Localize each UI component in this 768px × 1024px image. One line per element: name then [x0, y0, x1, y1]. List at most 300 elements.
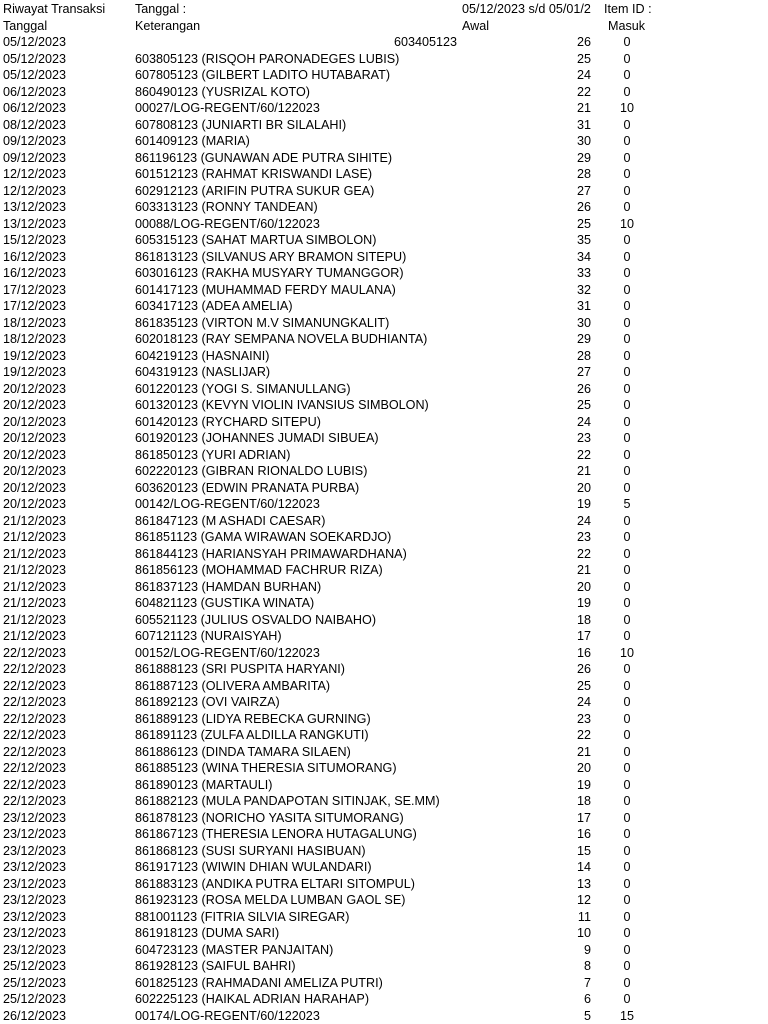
- row-date: 23/12/2023: [3, 926, 67, 940]
- table-row: [0, 282, 768, 299]
- row-date: 21/12/2023: [3, 530, 67, 544]
- row-description: 861835123 (VIRTON M.V SIMANUNGKALIT): [135, 315, 390, 330]
- row-incoming: 0: [623, 84, 631, 99]
- row-date: 22/12/2023: [3, 678, 67, 693]
- row-description: 601420123 (RYCHARD SITEPU): [135, 414, 321, 429]
- row-date: 08/12/2023: [3, 117, 67, 132]
- row-description: 601417123 (MUHAMMAD FERDY MAULANA): [135, 282, 396, 297]
- row-description: 00174/LOG-REGENT/60/122023: [135, 1008, 320, 1023]
- row-incoming: 10: [619, 216, 634, 231]
- row-incoming: 0: [623, 777, 631, 792]
- row-date: 19/12/2023: [3, 348, 67, 363]
- row-date: 06/12/2023: [3, 84, 67, 99]
- row-description: 603405123: [393, 35, 457, 49]
- row-initial: 22: [576, 728, 591, 742]
- table-row: [0, 150, 768, 167]
- row-initial: 20: [576, 480, 591, 495]
- row-date: 20/12/2023: [3, 398, 67, 412]
- row-initial: 24: [576, 695, 591, 709]
- row-date: 18/12/2023: [3, 332, 67, 346]
- row-incoming: 0: [623, 167, 631, 181]
- row-initial: 29: [576, 150, 591, 165]
- row-description: 601825123 (RAHMADANI AMELIZA PUTRI): [135, 975, 383, 990]
- row-initial: 7: [583, 975, 591, 990]
- row-initial: 29: [576, 332, 591, 346]
- row-initial: 25: [576, 678, 591, 693]
- row-description: 601409123 (MARIA): [135, 134, 250, 148]
- row-date: 22/12/2023: [3, 794, 67, 808]
- row-incoming: 0: [623, 431, 631, 445]
- row-initial: 34: [576, 249, 591, 264]
- row-description: 604723123 (MASTER PANJAITAN): [135, 942, 334, 957]
- row-incoming: 0: [623, 35, 631, 49]
- row-description: 861886123 (DINDA TAMARA SILAEN): [135, 744, 351, 759]
- row-initial: 6: [583, 992, 591, 1006]
- row-incoming: 0: [623, 876, 631, 891]
- row-initial: 32: [576, 282, 591, 297]
- row-initial: 9: [583, 942, 591, 957]
- row-incoming: 0: [623, 414, 631, 429]
- row-incoming: 0: [623, 183, 631, 198]
- table-row: [0, 298, 768, 315]
- row-date: 23/12/2023: [3, 843, 67, 858]
- row-description: 603805123 (RISQOH PARONADEGES LUBIS): [135, 51, 400, 66]
- table-row: [0, 199, 768, 216]
- table-row: [0, 777, 768, 794]
- row-incoming: 0: [623, 579, 631, 594]
- row-incoming: 0: [623, 810, 631, 825]
- row-description: 603620123 (EDWIN PRANATA PURBA): [135, 480, 360, 495]
- table-row: [0, 991, 768, 1008]
- row-incoming: 0: [623, 150, 631, 165]
- column-header-initial: Awal: [462, 18, 490, 33]
- table-row: [0, 232, 768, 249]
- row-initial: 33: [576, 266, 591, 280]
- row-incoming: 0: [623, 381, 631, 396]
- row-initial: 28: [576, 348, 591, 363]
- row-date: 20/12/2023: [3, 497, 67, 511]
- row-initial: 23: [576, 711, 591, 726]
- row-date: 13/12/2023: [3, 216, 67, 231]
- row-date: 23/12/2023: [3, 860, 67, 874]
- row-description: 605315123 (SAHAT MARTUA SIMBOLON): [135, 233, 377, 247]
- table-row: [0, 265, 768, 282]
- table-row: [0, 397, 768, 414]
- row-date: 20/12/2023: [3, 381, 67, 396]
- row-initial: 21: [576, 101, 591, 115]
- row-date: 26/12/2023: [3, 1008, 67, 1023]
- row-initial: 10: [576, 926, 591, 940]
- row-date: 20/12/2023: [3, 414, 67, 429]
- table-row: [0, 430, 768, 447]
- row-date: 15/12/2023: [3, 233, 67, 247]
- row-date: 09/12/2023: [3, 150, 67, 165]
- row-incoming: 0: [623, 315, 631, 330]
- row-incoming: 0: [623, 678, 631, 693]
- transaction-rows: [0, 51, 768, 1024]
- row-initial: 31: [576, 299, 591, 313]
- row-initial: 23: [576, 431, 591, 445]
- row-description: 861844123 (HARIANSYAH PRIMAWARDHANA): [135, 546, 407, 561]
- row-initial: 27: [576, 183, 591, 198]
- row-incoming: 0: [623, 249, 631, 264]
- row-description: 861878123 (NORICHO YASITA SITUMORANG): [135, 810, 404, 825]
- row-incoming: 0: [623, 365, 631, 379]
- row-description: 881001123 (FITRIA SILVIA SIREGAR): [135, 909, 350, 924]
- table-row: [0, 67, 768, 84]
- row-description: 602912123 (ARIFIN PUTRA SUKUR GEA): [135, 183, 375, 198]
- table-row: [0, 183, 768, 200]
- date-range-value: 05/12/2023 s/d 05/01/2: [462, 2, 591, 16]
- row-date: 09/12/2023: [3, 134, 67, 148]
- row-incoming: 0: [623, 992, 631, 1006]
- row-date: 13/12/2023: [3, 200, 67, 214]
- table-row: [0, 84, 768, 101]
- row-description: 861891123 (ZULFA ALDILLA RANGKUTI): [135, 728, 369, 742]
- row-date: 22/12/2023: [3, 728, 67, 742]
- row-incoming: 0: [623, 480, 631, 495]
- row-incoming: 0: [623, 282, 631, 297]
- table-row: [0, 529, 768, 546]
- table-row: [0, 133, 768, 150]
- row-date: 23/12/2023: [3, 876, 67, 891]
- row-initial: 18: [576, 612, 591, 627]
- row-date: 21/12/2023: [3, 513, 67, 528]
- row-incoming: 0: [623, 728, 631, 742]
- table-row: [0, 826, 768, 843]
- table-row: [0, 166, 768, 183]
- table-row: [0, 100, 768, 117]
- row-date: 12/12/2023: [3, 167, 67, 181]
- row-initial: 12: [576, 893, 591, 907]
- row-date: 16/12/2023: [3, 249, 67, 264]
- row-incoming: 0: [623, 530, 631, 544]
- row-initial: 24: [576, 414, 591, 429]
- row-initial: 21: [576, 464, 591, 478]
- row-initial: 26: [576, 381, 591, 396]
- row-date: 05/12/2023: [3, 35, 67, 49]
- item-id-label: Item ID :: [604, 2, 652, 16]
- table-row: [0, 942, 768, 959]
- row-incoming: 0: [623, 200, 631, 214]
- table-row: [0, 562, 768, 579]
- table-row: [0, 480, 768, 497]
- report-title: Riwayat Transaksi: [3, 2, 106, 16]
- row-incoming: 0: [623, 975, 631, 990]
- row-incoming: 0: [623, 926, 631, 940]
- row-date: 21/12/2023: [3, 546, 67, 561]
- row-initial: 5: [583, 1008, 591, 1023]
- row-date: 05/12/2023: [3, 51, 67, 66]
- row-description: 861850123 (YURI ADRIAN): [135, 447, 291, 462]
- row-date: 22/12/2023: [3, 777, 67, 792]
- row-initial: 26: [576, 662, 591, 676]
- row-incoming: 0: [623, 68, 631, 82]
- row-incoming: 0: [623, 662, 631, 676]
- row-description: 861923123 (ROSA MELDA LUMBAN GAOL SE): [135, 893, 406, 907]
- row-incoming: 0: [623, 447, 631, 462]
- row-description: 861851123 (GAMA WIRAWAN SOEKARDJO): [135, 530, 392, 544]
- row-initial: 24: [576, 513, 591, 528]
- row-initial: 22: [576, 447, 591, 462]
- table-row: [0, 760, 768, 777]
- row-description: 604219123 (HASNAINI): [135, 348, 270, 363]
- table-row: [0, 463, 768, 480]
- row-description: 607805123 (GILBERT LADITO HUTABARAT): [135, 68, 391, 82]
- row-incoming: 0: [623, 299, 631, 313]
- row-description: 602018123 (RAY SEMPANA NOVELA BUDHIANTA): [135, 332, 428, 346]
- row-incoming: 0: [623, 266, 631, 280]
- row-description: 602220123 (GIBRAN RIONALDO LUBIS): [135, 464, 368, 478]
- table-row: [0, 546, 768, 563]
- row-date: 22/12/2023: [3, 744, 67, 759]
- row-description: 861882123 (MULA PANDAPOTAN SITINJAK, SE.MM): [135, 794, 440, 808]
- table-row: [0, 1008, 768, 1024]
- row-date: 25/12/2023: [3, 992, 67, 1006]
- row-initial: 15: [576, 843, 591, 858]
- row-description: 607121123 (NURAISYAH): [135, 629, 282, 643]
- row-initial: 35: [576, 233, 591, 247]
- table-row: [0, 447, 768, 464]
- table-row: [0, 925, 768, 942]
- row-incoming: 0: [623, 827, 631, 841]
- row-date: 20/12/2023: [3, 447, 67, 462]
- row-date: 12/12/2023: [3, 183, 67, 198]
- row-initial: 19: [576, 596, 591, 610]
- row-date: 21/12/2023: [3, 629, 67, 643]
- date-filter-label: Tanggal :: [135, 2, 187, 16]
- row-date: 16/12/2023: [3, 266, 67, 280]
- table-row: [0, 595, 768, 612]
- row-incoming: 10: [619, 645, 634, 660]
- row-incoming: 0: [623, 332, 631, 346]
- header-row-2: [0, 18, 768, 35]
- row-description: 861867123 (THERESIA LENORA HUTAGALUNG): [135, 827, 417, 841]
- row-initial: 22: [576, 84, 591, 99]
- table-row: [0, 628, 768, 645]
- row-initial: 26: [576, 200, 591, 214]
- row-date: 22/12/2023: [3, 761, 67, 775]
- row-incoming: 0: [623, 51, 631, 66]
- row-date: 06/12/2023: [3, 101, 67, 115]
- row-date: 22/12/2023: [3, 645, 67, 660]
- column-header-date: Tanggal: [3, 18, 48, 33]
- column-header-incoming: Masuk: [608, 18, 646, 33]
- row-incoming: 0: [623, 711, 631, 726]
- row-description: 601320123 (KEVYN VIOLIN IVANSIUS SIMBOLON): [135, 398, 429, 412]
- row-date: 23/12/2023: [3, 942, 67, 957]
- table-row: [0, 661, 768, 678]
- row-incoming: 0: [623, 744, 631, 759]
- table-row: [0, 331, 768, 348]
- table-row: [0, 678, 768, 695]
- row-initial: 25: [576, 51, 591, 66]
- row-description: 607808123 (JUNIARTI BR SILALAHI): [135, 117, 347, 132]
- row-date: 22/12/2023: [3, 711, 67, 726]
- row-date: 19/12/2023: [3, 365, 67, 379]
- row-description: 861868123 (SUSI SURYANI HASIBUAN): [135, 843, 366, 858]
- row-incoming: 0: [623, 909, 631, 924]
- row-date: 25/12/2023: [3, 959, 67, 973]
- row-initial: 16: [576, 827, 591, 841]
- row-incoming: 0: [623, 893, 631, 907]
- row-description: 00088/LOG-REGENT/60/122023: [135, 216, 320, 231]
- row-description: 861928123 (SAIFUL BAHRI): [135, 959, 296, 973]
- table-row: [0, 727, 768, 744]
- row-description: 861813123 (SILVANUS ARY BRAMON SITEPU): [135, 249, 407, 264]
- row-date: 18/12/2023: [3, 315, 67, 330]
- table-row: [0, 496, 768, 513]
- table-row: [0, 315, 768, 332]
- row-description: 603417123 (ADEA AMELIA): [135, 299, 293, 313]
- table-row: [0, 364, 768, 381]
- row-date: 22/12/2023: [3, 695, 67, 709]
- row-date: 20/12/2023: [3, 480, 67, 495]
- row-description: 00152/LOG-REGENT/60/122023: [135, 645, 320, 660]
- row-incoming: 0: [623, 596, 631, 610]
- table-row: [0, 711, 768, 728]
- table-row: [0, 892, 768, 909]
- row-description: 861889123 (LIDYA REBECKA GURNING): [135, 711, 371, 726]
- table-row: [0, 513, 768, 530]
- table-row: [0, 117, 768, 134]
- row-description: 860490123 (YUSRIZAL KOTO): [135, 84, 310, 99]
- row-incoming: 0: [623, 843, 631, 858]
- row-description: 861196123 (GUNAWAN ADE PUTRA SIHITE): [135, 150, 393, 165]
- table-row: [0, 958, 768, 975]
- row-incoming: 0: [623, 860, 631, 874]
- row-description: 861892123 (OVI VAIRZA): [135, 695, 280, 709]
- row-incoming: 0: [623, 464, 631, 478]
- row-description: 00142/LOG-REGENT/60/122023: [135, 497, 320, 511]
- table-row: [0, 414, 768, 431]
- table-row: [0, 612, 768, 629]
- transaction-history-sheet: [0, 1, 768, 1024]
- row-initial: 17: [576, 629, 591, 643]
- row-incoming: 0: [623, 233, 631, 247]
- row-date: 23/12/2023: [3, 827, 67, 841]
- row-initial: 26: [576, 35, 591, 49]
- table-row: [0, 249, 768, 266]
- table-row: [0, 579, 768, 596]
- row-incoming: 0: [623, 513, 631, 528]
- table-row: [0, 793, 768, 810]
- row-incoming: 0: [623, 117, 631, 132]
- header-row-1: [0, 1, 768, 18]
- row-initial: 21: [576, 563, 591, 577]
- row-incoming: 0: [623, 959, 631, 973]
- row-description: 861918123 (DUMA SARI): [135, 926, 280, 940]
- row-initial: 13: [576, 876, 591, 891]
- row-description: 603313123 (RONNY TANDEAN): [135, 200, 318, 214]
- row-date: 23/12/2023: [3, 909, 67, 924]
- row-date: 21/12/2023: [3, 579, 67, 594]
- row-incoming: 10: [619, 101, 634, 115]
- row-date: 17/12/2023: [3, 299, 67, 313]
- table-row: [0, 744, 768, 761]
- row-date: 05/12/2023: [3, 68, 67, 82]
- row-description: 861883123 (ANDIKA PUTRA ELTARI SITOMPUL): [135, 876, 415, 891]
- row-initial: 19: [576, 777, 591, 792]
- table-row: [0, 859, 768, 876]
- table-row: [0, 694, 768, 711]
- table-row: [0, 216, 768, 233]
- row-description: 603016123 (RAKHA MUSYARY TUMANGGOR): [135, 266, 404, 280]
- table-row: [0, 909, 768, 926]
- row-initial: 28: [576, 167, 591, 181]
- row-incoming: 0: [623, 546, 631, 561]
- table-row: [0, 810, 768, 827]
- row-description: 861885123 (WINA THERESIA SITUMORANG): [135, 761, 397, 775]
- row-incoming: 0: [623, 348, 631, 363]
- row-description: 861890123 (MARTAULI): [135, 777, 273, 792]
- row-date: 23/12/2023: [3, 893, 67, 907]
- row-initial: 20: [576, 579, 591, 594]
- row-initial: 30: [576, 315, 591, 330]
- row-date: 22/12/2023: [3, 662, 67, 676]
- column-header-description: Keterangan: [135, 18, 201, 33]
- table-row: [0, 51, 768, 68]
- row-initial: 31: [576, 117, 591, 132]
- row-description: 605521123 (JULIUS OSVALDO NAIBAHO): [135, 612, 377, 627]
- table-row: [0, 843, 768, 860]
- row-incoming: 0: [623, 761, 631, 775]
- row-description: 601220123 (YOGI S. SIMANULLANG): [135, 381, 351, 396]
- row-description: 861837123 (HAMDAN BURHAN): [135, 579, 322, 594]
- row-date: 21/12/2023: [3, 596, 67, 610]
- row-initial: 20: [576, 761, 591, 775]
- row-date: 17/12/2023: [3, 282, 67, 297]
- row-date: 23/12/2023: [3, 810, 67, 825]
- table-row: [0, 975, 768, 992]
- row-initial: 19: [576, 497, 591, 511]
- row-initial: 18: [576, 794, 591, 808]
- row-incoming: 15: [619, 1008, 634, 1023]
- row-description: 861856123 (MOHAMMAD FACHRUR RIZA): [135, 563, 383, 577]
- row-incoming: 5: [623, 497, 631, 511]
- row-incoming: 0: [623, 942, 631, 957]
- row-description: 604821123 (GUSTIKA WINATA): [135, 596, 315, 610]
- row-initial: 27: [576, 365, 591, 379]
- row-incoming: 0: [623, 629, 631, 643]
- row-description: 604319123 (NASLIJAR): [135, 365, 271, 379]
- row-initial: 23: [576, 530, 591, 544]
- row-description: 601512123 (RAHMAT KRISWANDI LASE): [135, 167, 373, 181]
- row-initial: 22: [576, 546, 591, 561]
- table-row: [0, 876, 768, 893]
- row-description: 00027/LOG-REGENT/60/122023: [135, 101, 320, 115]
- row-initial: 11: [577, 909, 591, 924]
- row-incoming: 0: [623, 695, 631, 709]
- row-initial: 24: [576, 68, 591, 82]
- row-description: 861887123 (OLIVERA AMBARITA): [135, 678, 331, 693]
- row-date: 21/12/2023: [3, 612, 67, 627]
- table-row: [0, 34, 768, 51]
- table-row: [0, 645, 768, 662]
- row-initial: 16: [576, 645, 591, 660]
- table-row: [0, 381, 768, 398]
- row-description: 861847123 (M ASHADI CAESAR): [135, 513, 326, 528]
- row-incoming: 0: [623, 563, 631, 577]
- row-description: 601920123 (JOHANNES JUMADI SIBUEA): [135, 431, 379, 445]
- table-row: [0, 348, 768, 365]
- row-date: 20/12/2023: [3, 431, 67, 445]
- row-description: 861917123 (WIWIN DHIAN WULANDARI): [135, 860, 372, 874]
- row-initial: 30: [576, 134, 591, 148]
- row-incoming: 0: [623, 398, 631, 412]
- row-initial: 14: [576, 860, 591, 874]
- row-incoming: 0: [623, 794, 631, 808]
